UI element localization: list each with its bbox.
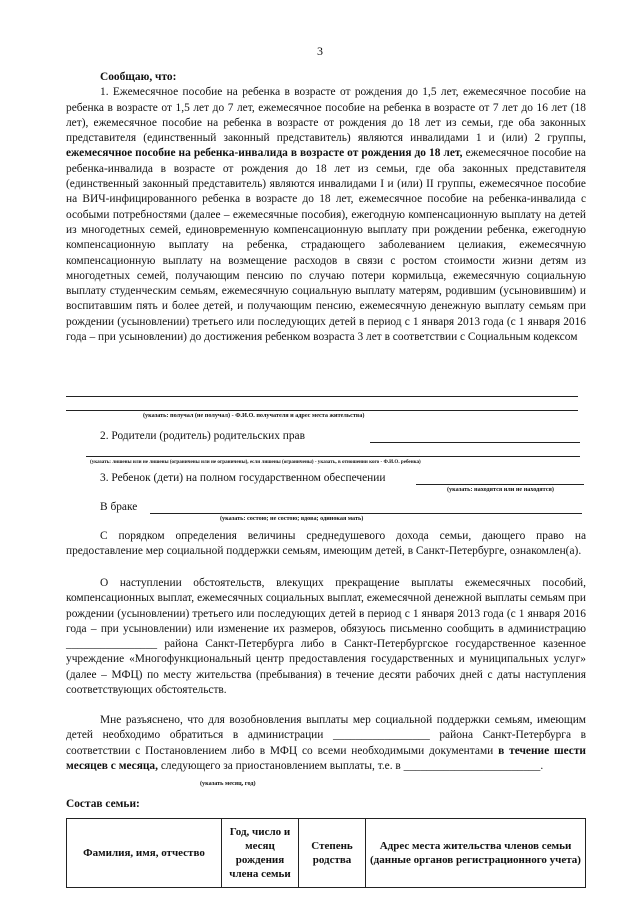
table-header-row — [67, 819, 586, 888]
marriage-label: В браке — [100, 501, 138, 513]
item1-text: 1. Ежемесячное пособие на ребенка в возрасте от рождения до 1,5 лет, ежемесячное пособие на ребенка в возрасте от 1,5 лет до 7 лет, ежемесячное пособие на ребенка в возрасте от 7 лет до 16 лет (18 лет), ежемесячное пособие на ребенка в возрасте от рождения до 18 лет из семьи, где оба законных представителя (единственный законный представитель) являются инвалидами 1 и (или) 2 группы, ежемесячное пособие на ребенка-инвалида в возрасте от рождения до 18 лет, ежемесячное пособие на ребенка-инвалида в возрасте от рождения до 18 лет из семьи, где оба законных представителя (единственный законный представитель) являются инвалидами I и (или) II группы, ежемесячное пособие на ВИЧ-инфицированного ребенка в возрасте до 18 лет, ежемесячное пособие на ребенка-инвалида с особыми потребностями (далее – ежемесячные пособия), ежегодную компенсационную выплату на детей из многодетных семей, единовременную компенсационную выплату при рождении ребенка, ежегодную компенсационную выплату на ребенка, страдающего заболеванием целиакия, ежемесячную компенсационную выплату на возмещение расходов в связи с ростом стоимости жизни детям из многодетных семей, получающим пенсию по случаю потери кормильца, ежемесячную социальную выплату студенческим семьям, ежемесячную социальную выплату матерям, родившим (усыновившим) и воспитавшим пять и более детей, и получающим пенсию, ежемесячную денежную выплату семьям при рождении (усыновлении) третьего или последующих детей в период с 1 января 2013 года (с 1 января 2016 года – при усыновлении) до достижения ребенком возраста 3 лет в соответствии с Социальным кодексом — [66, 86, 586, 344]
marriage-note: (указать: состою; не состою; вдова; одинокая мать) — [220, 515, 364, 522]
resume-paragraph: Мне разъяснено, что для возобновления выплаты мер социальной поддержки семьям, имеющим детей необходимо обратиться в администрации _________________ района Санкт-Петербурга в соответствии с Постановлением либо в МФЦ со всеми необходимыми документами в течение шести месяцев с месяца, следующего за приостановлением выплаты, т.е. в ________________________. — [66, 714, 586, 772]
recipient-line-1[interactable] — [66, 396, 578, 397]
col-birth: Год, число и месяц рождения члена семьи — [222, 819, 299, 888]
notify-paragraph: О наступлении обстоятельств, влекущих прекращение выплаты ежемесячных пособий, компенсационных выплат, ежемесячных социальных выплат, ежемесячной денежной выплаты семьям при рождении (усыновлении) третьего или последующих детей в период с 1 января 2013 года (с 1 января 2016 года – при усыновлении) или изменение их размеров, обязуюсь письменно сообщить в администрацию ________________ района Санкт-Петербурга либо в Санкт-Петербургское государственное казенное учреждение «Многофункциональный центр предоставления государственных и муниципальных услуг» (далее – МФЦ) по месту жительства (пребывания) в течение десяти рабочих дней с даты наступления соответствующих обстоятельств. — [66, 577, 586, 697]
income-paragraph: С порядком определения величины среднедушевого дохода семьи, дающего право на предоставление мер социальной поддержки семьям, имеющим детей, в Санкт-Петербурге, ознакомлен(а). — [66, 530, 586, 558]
recipient-line-2[interactable] — [66, 410, 578, 411]
parents-rights-label: 2. Родители (родитель) родительских прав — [100, 430, 305, 442]
recipient-note: (указать: получал (не получал) - Ф.И.О. получателя и адрес места жительства) — [143, 412, 365, 419]
state-support-line[interactable] — [416, 484, 584, 485]
marriage-line[interactable] — [150, 513, 582, 514]
heading: Сообщаю, что: — [100, 71, 177, 83]
col-address: Адрес места жительства членов семьи (данные органов регистрационного учета) — [366, 819, 586, 888]
family-heading: Состав семьи: — [66, 798, 140, 810]
parents-rights-line-2[interactable] — [86, 456, 580, 457]
col-relation: Степень родства — [299, 819, 366, 888]
resume-bold: в течение шести месяцев с месяца, — [66, 744, 586, 772]
month-note: (указать месяц, год) — [200, 780, 256, 787]
family-table — [66, 818, 586, 888]
item1-block — [66, 70, 586, 345]
state-support-note: (указать: находятся или не находятся) — [447, 486, 554, 493]
parents-rights-note: (указать: лишены или не лишены (ограничены или не ограничены), если лишены (ограничены) - указать, в отношении кого - Ф.И.О. ребенка) — [90, 459, 421, 465]
parents-rights-line[interactable] — [370, 442, 580, 443]
col-name: Фамилия, имя, отчество — [67, 819, 222, 888]
page-number: 3 — [317, 44, 323, 58]
item1-bold: ежемесячное пособие на ребенка-инвалида в возрасте от рождения до 18 лет, — [66, 147, 463, 160]
state-support-label: 3. Ребенок (дети) на полном государственном обеспечении — [100, 472, 386, 484]
